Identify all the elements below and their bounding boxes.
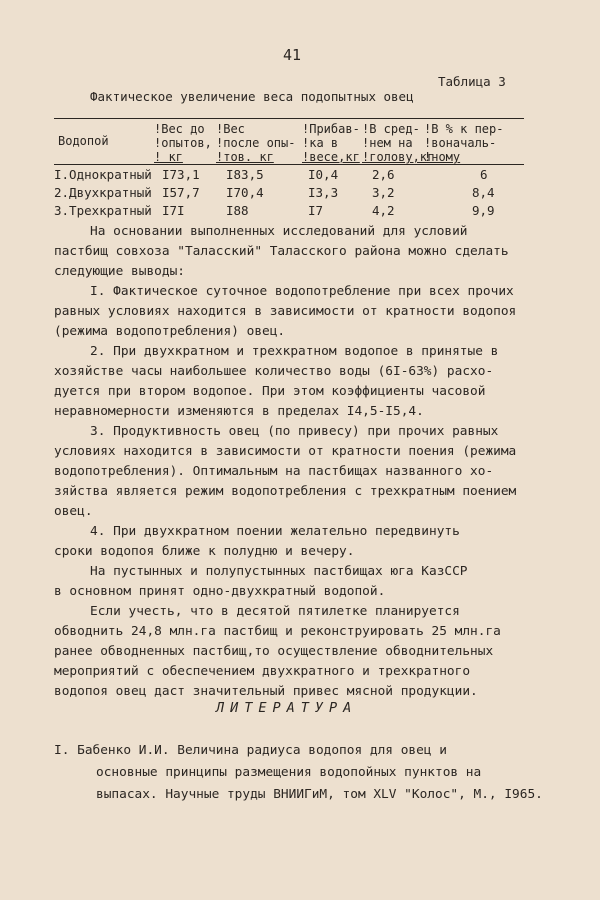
body-line: На пустынных и полупустынных пастбищах юга КазССР [90,564,468,579]
header-after-3: !тов. кг [216,150,274,164]
body-line: сроки водопоя ближе к полудню и вечеру. [54,544,355,559]
row-2-after: I70,4 [226,185,264,200]
header-gain-3: !весе,кг [302,150,360,164]
row-2-avg: 3,2 [372,185,395,200]
header-gain-1: !Прибав- [302,122,360,136]
header-before-2: !опытов, [154,136,212,150]
header-after-1: !Вес [216,122,245,136]
body-line: овец. [54,504,93,519]
row-3-gain: I7 [308,203,324,218]
body-line: равных условиях находится в зависимости от кратности водопоя [54,304,517,319]
row-3-avg: 4,2 [372,203,395,218]
header-water: Водопой [58,134,109,148]
body-line: зяйства является режим водопотребления с трехкратным поением [54,484,517,499]
row-1-pct: 6 [480,167,488,182]
header-avg-2: !нем на [362,136,413,150]
body-line: ранее обводненных пастбищ,то осуществление обводнительных [54,644,494,659]
row-1-gain: I0,4 [308,167,339,182]
body-line: 4. При двухкратном поении желательно передвинуть [90,524,460,539]
header-pct-2: !воначаль- [424,136,497,150]
table-caption: Таблица 3 [438,74,506,89]
body-line: водопоя овец даст значительный привес мясной продукции. [54,684,478,699]
body-line: в основном принят одно-двухкратный водопой. [54,584,386,599]
row-2-gain: I3,3 [308,185,339,200]
table-title: Фактическое увеличение веса подопытных овец [90,89,414,104]
body-line: На основании выполненных исследований для условий [90,224,468,239]
row-3-pct: 9,9 [472,203,495,218]
header-pct-3: !ному [424,150,461,164]
row-1-before: I73,1 [162,167,200,182]
body-line: неравномерности изменяются в пределах I4,5-I5,4. [54,404,424,419]
body-line: следующие выводы: [54,264,185,279]
body-line: обводнить 24,8 млн.га пастбищ и реконструировать 25 млн.га [54,624,501,639]
body-line: Если учесть, что в десятой пятилетке планируется [90,604,460,619]
row-1-avg: 2,6 [372,167,395,182]
table-top-rule [54,118,524,119]
body-line: водопотребления). Оптимальным на пастбищах названного хо- [54,464,494,479]
body-line: условиях находится в зависимости от кратности поения (режима [54,444,517,459]
body-line: (режима водопотребления) овец. [54,324,286,339]
table-header-rule [54,164,524,165]
body-line: дуется при втором водопое. При этом коэффициенты часовой [54,384,486,399]
header-avg-1: !В сред- [362,122,420,136]
row-3-after: I88 [226,203,249,218]
body-line: мероприятий с обеспечением двухкратного и трехкратного [54,664,471,679]
header-avg-3: !голову,кг [362,150,435,164]
body-line: хозяйстве часы наибольшее количество воды (6I-63%) расхо- [54,364,494,379]
header-after-2: !после опы- [216,136,296,150]
literature-heading: ЛИТЕРАТУРА [216,700,358,716]
row-3-water: 3.Трехкратный [54,203,152,218]
header-before-3: ! кг [154,150,183,164]
reference-line: I. Бабенко И.И. Величина радиуса водопоя для овец и [54,743,447,758]
row-2-water: 2.Двухкратный [54,185,152,200]
reference-line: основные принципы размещения водопойных пунктов на [96,765,482,780]
row-1-water: I.Однократный [54,167,152,182]
row-3-before: I7I [162,203,185,218]
reference-line: выпасах. Научные труды ВНИИГиМ, том XLV "Колос", М., I965. [96,787,543,802]
row-1-after: I83,5 [226,167,264,182]
header-pct-1: !В % к пер- [424,122,504,136]
row-2-before: I57,7 [162,185,200,200]
page-number: 41 [283,46,302,64]
body-line: I. Фактическое суточное водопотребление при всех прочих [90,284,514,299]
header-before-1: !Вес до [154,122,205,136]
body-line: пастбищ совхоза "Таласский" Таласского района можно сделать [54,244,509,259]
row-2-pct: 8,4 [472,185,495,200]
body-line: 3. Продуктивность овец (по привесу) при прочих равных [90,424,499,439]
header-gain-2: !ка в [302,136,339,150]
body-line: 2. При двухкратном и трехкратном водопое в принятые в [90,344,499,359]
